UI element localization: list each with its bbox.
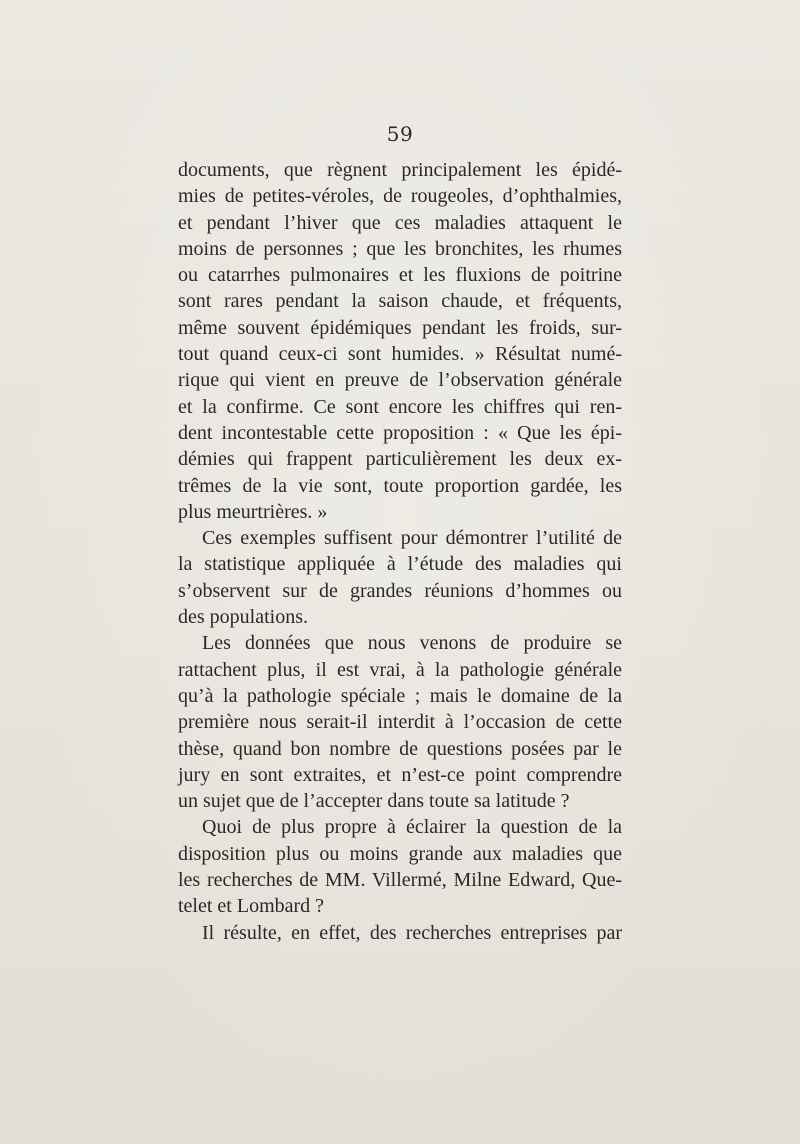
text-line: démies qui frappent particulièrement les deux ex- [178, 448, 622, 471]
text-line: mies de petites-véroles, de rougeoles, d’ophthalmies, [178, 185, 622, 208]
page-number: 59 [386, 122, 414, 146]
text-line: Quoi de plus propre à éclairer la question de la [202, 816, 622, 839]
text-line: Il résulte, en effet, des recherches entreprises par [202, 921, 622, 944]
body-text [178, 157, 622, 946]
text-line: qu’à la pathologie spéciale ; mais le domaine de la [178, 684, 622, 707]
text-line: disposition plus ou moins grande aux maladies que [178, 842, 622, 865]
text-line: thèse, quand bon nombre de questions posées par le [178, 737, 622, 760]
text-line: telet et Lombard ? [178, 895, 325, 918]
text-line: même souvent épidémiques pendant les froids, sur- [178, 316, 622, 339]
text-line: ou catarrhes pulmonaires et les fluxions de poitrine [178, 264, 622, 287]
text-line: s’observent sur de grandes réunions d’hommes ou [178, 579, 622, 602]
text-line: Les données que nous venons de produire se [202, 632, 622, 655]
text-line: rique qui vient en preuve de l’observation générale [178, 369, 622, 392]
text-line: des populations. [178, 606, 308, 629]
text-line: rattachent plus, il est vrai, à la pathologie générale [178, 658, 622, 681]
text-line: dent incontestable cette proposition : « Que les épi- [178, 421, 622, 444]
text-line: documents, que règnent principalement les épidé- [178, 159, 622, 181]
text-line: trêmes de la vie sont, toute proportion gardée, les [178, 474, 622, 497]
text-line: moins de personnes ; que les bronchites, les rhumes [178, 237, 622, 260]
text-line: la statistique appliquée à l’étude des maladies qui [178, 553, 622, 576]
text-line: et la confirme. Ce sont encore les chiffres qui ren- [178, 395, 622, 418]
text-line: tout quand ceux-ci sont humides. » Résultat numé- [178, 343, 622, 366]
text-line: un sujet que de l’accepter dans toute sa latitude ? [178, 790, 570, 813]
text-line: Ces exemples suffisent pour démontrer l’utilité de [202, 527, 622, 550]
text-line: et pendant l’hiver que ces maladies attaquent le [178, 211, 622, 234]
text-line: sont rares pendant la saison chaude, et fréquents, [178, 290, 622, 313]
text-line: les recherches de MM. Villermé, Milne Edward, Que- [178, 869, 622, 892]
text-line: plus meurtrières. » [178, 500, 328, 523]
text-line: jury en sont extraites, et n’est-ce point comprendre [178, 763, 622, 786]
text-line: première nous serait-il interdit à l’occasion de cette [178, 711, 622, 734]
